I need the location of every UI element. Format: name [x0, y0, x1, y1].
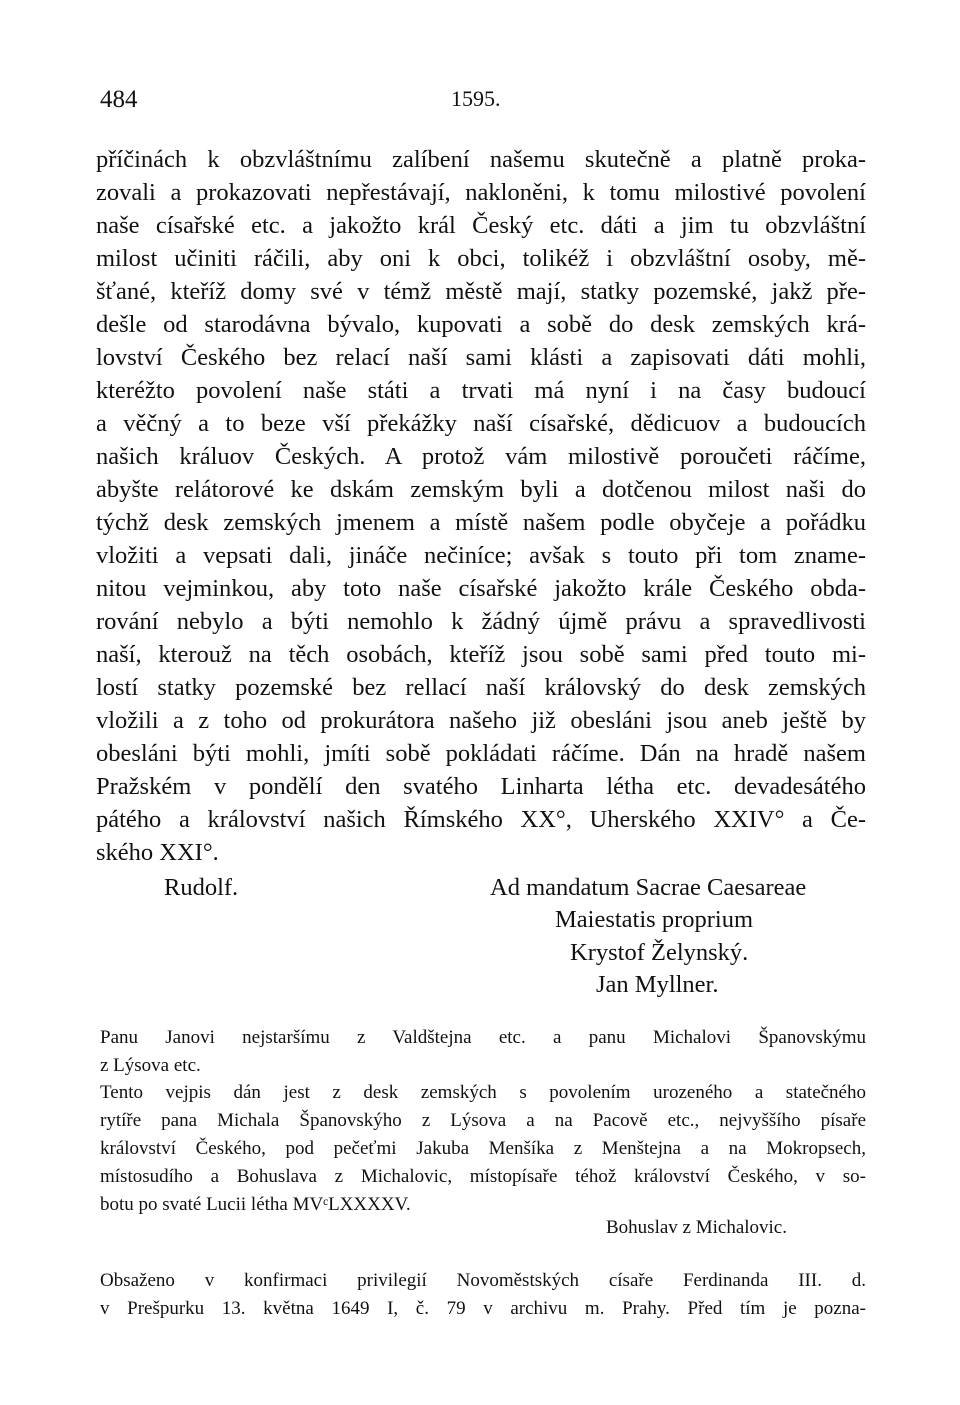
- text-line: šťané, kteříž domy své v témž městě mají, statky pozemské, jakž pře-: [96, 278, 866, 305]
- text-line: vložili a z toho od prokurátora našeho již obesláni jsou aneb ještě by: [96, 707, 866, 734]
- page-year-heading: 1595.: [451, 86, 501, 111]
- page-number: 484: [100, 86, 138, 113]
- mandate-signatory: Krystof Želynský.: [570, 939, 749, 966]
- text-line: příčinách k obzvláštnímu zalíbení našemu skutečně a platně proka-: [96, 146, 866, 173]
- text-line: kteréžto povolení naše státi a trvati má nyní i na časy budoucí: [96, 377, 866, 404]
- text-line: abyšte relátorové ke dskám zemským byli a dotčenou milost naši do: [96, 476, 866, 503]
- text-line: ského XXI°.: [96, 839, 219, 866]
- source-line: v Prešpurku 13. května 1649 I, č. 79 v archivu m. Prahy. Před tím je pozna-: [100, 1298, 866, 1319]
- note-line: Tento vejpis dán jest z desk zemských s povolením urozeného a statečného: [100, 1082, 866, 1103]
- mandate-line: Ad mandatum Sacrae Caesareae: [490, 874, 807, 901]
- note-line: rytíře pana Michala Španovskýho z Lýsova a na Pacově etc., nejvyššího písaře: [100, 1110, 866, 1131]
- text-line: rování nebylo a býti nemohlo k žádný újmě právu a spravedlivosti: [96, 608, 866, 635]
- text-line: našich králuov Českých. A protož vám milostivě poroučeti ráčíme,: [96, 443, 866, 470]
- text-line: týchž desk zemských jmenem a místě našem podle obyčeje a pořádku: [96, 509, 866, 536]
- text-line: naše císařské etc. a jakožto král Český etc. dáti a jim tu obzvláštní: [96, 212, 866, 239]
- text-line: vložiti a vepsati dali, jináče nečiníce; avšak s touto při tom zname-: [96, 542, 866, 569]
- text-line: zovali a prokazovati nepřestávají, nakloněni, k tomu milostivé povolení: [96, 179, 866, 206]
- source-line: Obsaženo v konfirmaci privilegií Novoměstských císaře Ferdinanda III. d.: [100, 1270, 866, 1291]
- note-line: místosudího a Bohuslava z Michalovic, místopísaře téhož království Českého, v so-: [100, 1166, 866, 1187]
- note-line: království Českého, pod pečeťmi Jakuba Menšíka z Menštejna a na Mokropsech,: [100, 1138, 866, 1159]
- text-line: milost učiniti ráčili, aby oni k obci, tolikéž i obzvláštní osoby, mě-: [96, 245, 866, 272]
- text-line: lostí statky pozemské bez rellací naší královský do desk zemských: [96, 674, 866, 701]
- text-line: lovství Českého bez relací naší sami klásti a zapisovati dáti mohli,: [96, 344, 866, 371]
- text-line: dešle od starodávna bývalo, kupovati a sobě do desk zemských krá-: [96, 311, 866, 338]
- text-line: pátého a království našich Římského XX°, Uherského XXIV° a Če-: [96, 806, 866, 833]
- mandate-signatory: Jan Myllner.: [596, 971, 719, 998]
- addressee-line: z Lýsova etc.: [100, 1055, 201, 1076]
- text-line: a věčný a to beze vší překážky naší císařské, dědicuov a budoucích: [96, 410, 866, 437]
- mandate-line: Maiestatis proprium: [555, 906, 754, 933]
- note-line: botu po svaté Lucii létha MVᶜLXXXXV.: [100, 1194, 411, 1215]
- note-signature: Bohuslav z Michalovic.: [606, 1217, 787, 1238]
- text-line: Pražském v pondělí den svatého Linharta létha etc. devadesátého: [96, 773, 866, 800]
- text-line: obesláni býti mohli, jmíti sobě pokládati ráčíme. Dán na hradě našem: [96, 740, 866, 767]
- ruler-signature: Rudolf.: [164, 874, 239, 901]
- text-line: nitou vejminkou, aby toto naše císařské jakožto krále Českého obda-: [96, 575, 866, 602]
- addressee-line: Panu Janovi nejstaršímu z Valdštejna etc. a panu Michalovi Španovskýmu: [100, 1027, 866, 1048]
- text-line: naší, kterouž na těch osobách, kteříž jsou sobě sami před touto mi-: [96, 641, 866, 668]
